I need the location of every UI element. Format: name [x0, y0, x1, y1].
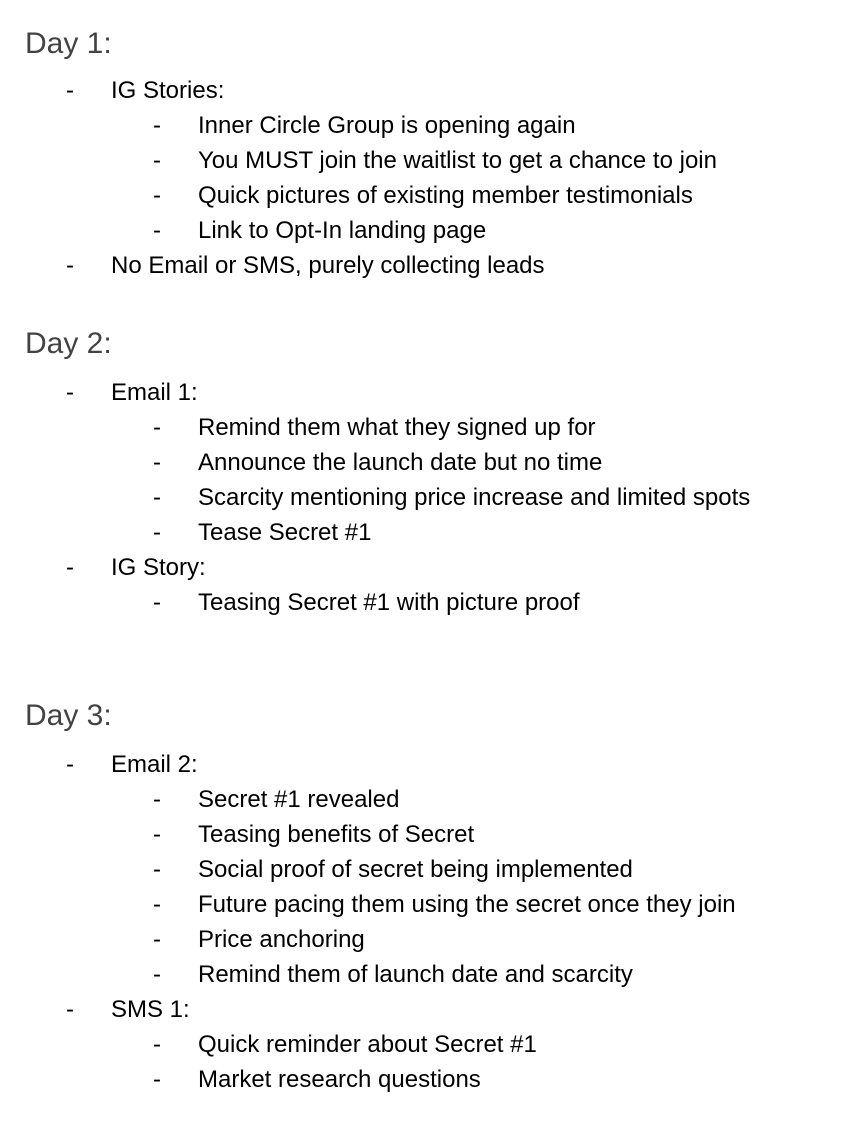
list-item-label: Remind them of launch date and scarcity [198, 961, 633, 988]
list-item-label: Future pacing them using the secret once they join [198, 891, 736, 918]
bullet-dash: - [153, 821, 161, 848]
bullet-dash: - [153, 961, 161, 988]
list-item-label: Email 1: [111, 379, 198, 406]
list-item-label: Remind them what they signed up for [198, 414, 596, 441]
bullet-dash: - [153, 891, 161, 918]
list-item-label: IG Story: [111, 554, 206, 581]
bullet-dash: - [153, 786, 161, 813]
bullet-dash: - [153, 484, 161, 511]
bullet-dash: - [153, 1031, 161, 1058]
bullet-dash: - [153, 449, 161, 476]
list-item-label: Announce the launch date but no time [198, 449, 603, 476]
list-item-label: Link to Opt-In landing page [198, 217, 487, 244]
bullet-dash: - [153, 589, 161, 616]
list-item-label: Secret #1 revealed [198, 786, 400, 813]
list-item-label: Scarcity mentioning price increase and limited spots [198, 484, 751, 511]
list-item-label: Tease Secret #1 [198, 519, 372, 546]
section-heading-day-2: Day 2: [25, 327, 112, 360]
bullet-dash: - [66, 554, 74, 581]
list-item-label: No Email or SMS, purely collecting leads [111, 252, 545, 279]
section-heading-day-1: Day 1: [25, 27, 112, 60]
list-item-label: Quick pictures of existing member testimonials [198, 182, 693, 209]
section-heading-day-3: Day 3: [25, 699, 112, 732]
bullet-dash: - [153, 414, 161, 441]
list-item-label: IG Stories: [111, 77, 225, 104]
list-item-label: Email 2: [111, 751, 198, 778]
bullet-dash: - [153, 926, 161, 953]
bullet-dash: - [153, 1066, 161, 1093]
bullet-dash: - [153, 856, 161, 883]
list-item-label: SMS 1: [111, 996, 190, 1023]
bullet-dash: - [66, 77, 74, 104]
bullet-dash: - [153, 147, 161, 174]
bullet-dash: - [66, 252, 74, 279]
bullet-dash: - [153, 519, 161, 546]
bullet-dash: - [153, 182, 161, 209]
list-item-label: You MUST join the waitlist to get a chance to join [198, 147, 717, 174]
list-item-label: Teasing benefits of Secret [198, 821, 475, 848]
bullet-dash: - [153, 112, 161, 139]
bullet-dash: - [153, 217, 161, 244]
bullet-dash: - [66, 996, 74, 1023]
list-item-label: Price anchoring [198, 926, 365, 953]
list-item-label: Social proof of secret being implemented [198, 856, 633, 883]
list-item-label: Quick reminder about Secret #1 [198, 1031, 537, 1058]
bullet-dash: - [66, 379, 74, 406]
list-item-label: Inner Circle Group is opening again [198, 112, 576, 139]
bullet-dash: - [66, 751, 74, 778]
list-item-label: Market research questions [198, 1066, 481, 1093]
list-item-label: Teasing Secret #1 with picture proof [198, 589, 580, 616]
